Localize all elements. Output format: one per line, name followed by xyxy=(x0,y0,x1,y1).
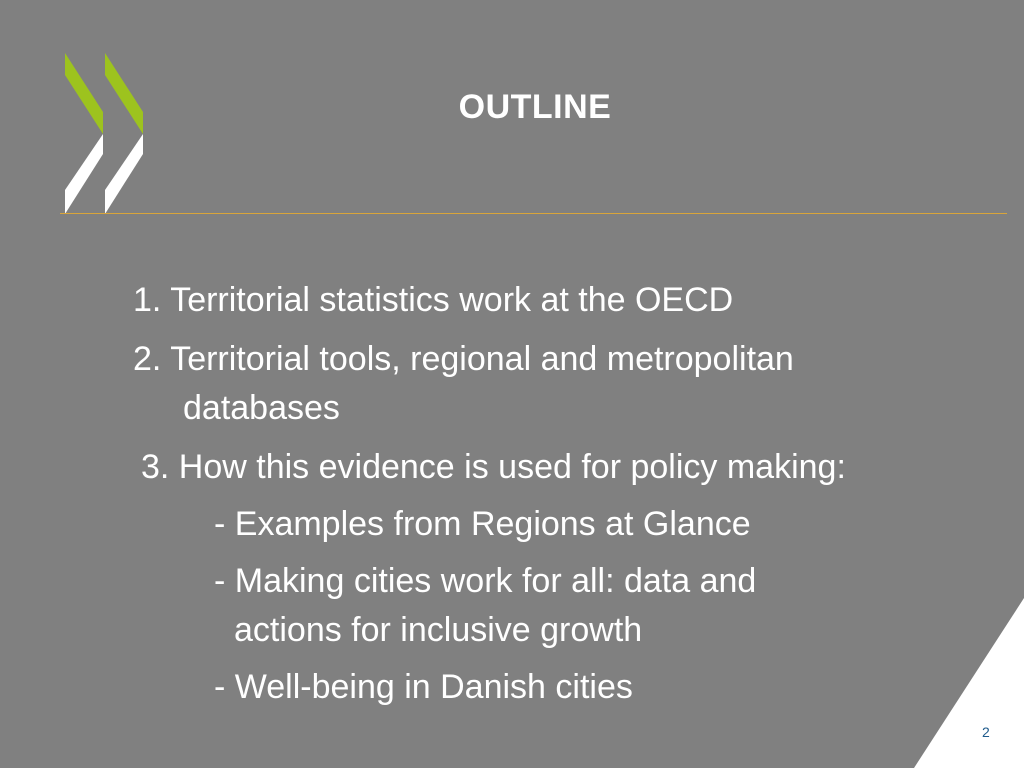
outline-item-2: 2. Territorial tools, regional and metropolitan xyxy=(133,340,794,378)
outline-subitem-3: - Well-being in Danish cities xyxy=(214,668,633,706)
outline-subitem-2-continuation: actions for inclusive growth xyxy=(234,611,643,649)
page-number: 2 xyxy=(982,724,990,740)
outline-item-1: 1. Territorial statistics work at the OECD xyxy=(133,281,734,319)
outline-item-3: 3. How this evidence is used for policy making: xyxy=(141,448,846,486)
outline-subitem-1: - Examples from Regions at Glance xyxy=(214,505,751,543)
corner-decoration xyxy=(914,598,1024,768)
outline-item-2-continuation: databases xyxy=(183,389,340,427)
slide-title: OUTLINE xyxy=(458,88,612,126)
outline-subitem-2: - Making cities work for all: data and xyxy=(214,562,757,600)
